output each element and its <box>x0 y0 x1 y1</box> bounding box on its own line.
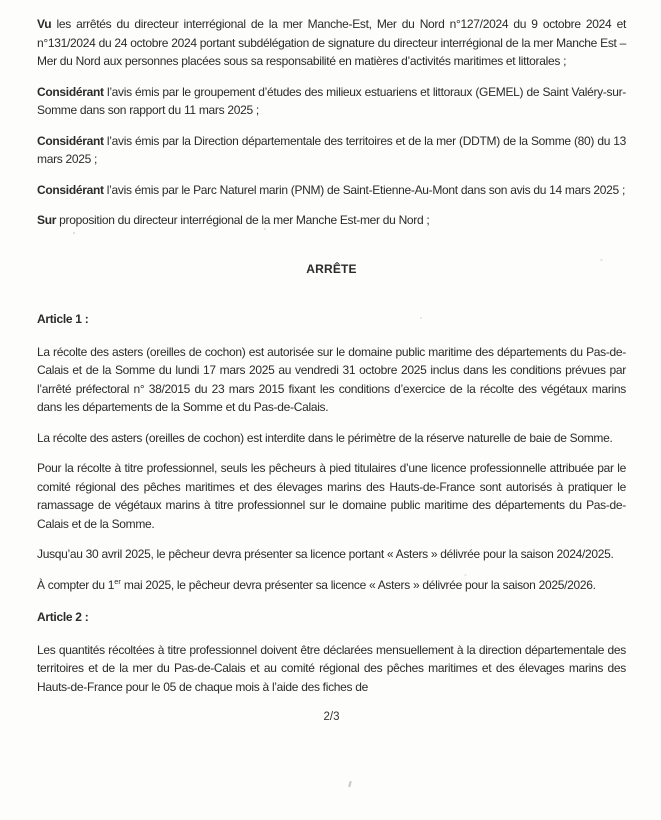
scan-mark <box>348 781 351 787</box>
preamble-paragraph-considerant-3 <box>37 181 626 200</box>
preamble-paragraph-considerant-2 <box>37 132 626 169</box>
paragraph-text: mai 2025, le pêcheur devra présenter sa licence « Asters » délivrée pour la saison 2025/2026. <box>120 577 596 592</box>
paragraph-text: l’avis émis par le Parc Naturel marin (PNM) de Saint-Etienne-Au-Mont dans son avis du 14 mars 2025 ; <box>106 182 625 197</box>
paragraph-text: l’avis émis par le groupement d’études des milieux estuariens et littoraux (GEMEL) de Saint Valéry-sur-Somme dans son rapport du 11 mars 2025 ; <box>37 84 626 117</box>
article-1-paragraph-1: La récolte des asters (oreilles de cochon) est autorisée sur le domaine public maritime des départements du Pas-de-Calais et de la Somme du lundi 17 mars 2025 au vendredi 31 octobre 2025 inclus dans les conditions prévues par l’arrêté préfectoral n° 38/2015 du 23 mars 2015 fixant les conditions d’exercice de la récolte des végétaux marins dans les départements de la Somme et du Pas-de-Calais. <box>37 344 626 414</box>
lead-word: Considérant <box>37 133 104 148</box>
lead-word: Considérant <box>37 84 104 99</box>
article-2-paragraph-1: Les quantités récoltées à titre professionnel doivent être déclarées mensuellement à la direction départementale des territoires et de la mer du Pas-de-Calais et au comité régional des pêches maritimes et des élevages marins des Hauts-de-France pour le 05 de chaque mois à l’aide des fiches de <box>37 642 626 694</box>
page-number: 2/3 <box>323 711 340 723</box>
article-2-title: Article 2 : <box>37 610 89 624</box>
paragraph-text: les arrêtés du directeur interrégional de la mer Manche-Est, Mer du Nord n°127/2024 du 9 octobre 2024 et n°131/2024 du 24 octobre 2024 portant subdélégation de signature du directeur interrégional de la mer Manche Est – Mer du Nord aux personnes placées sous sa responsabilité en matières d’activités maritimes et littorales ; <box>37 17 626 68</box>
paragraph-text: l’avis émis par la Direction départementale des territoires et de la mer (DDTM) de la Somme (80) du 13 mars 2025 ; <box>37 133 626 166</box>
lead-word: Vu <box>37 17 52 31</box>
article-1-paragraph-3: Pour la récolte à titre professionnel, seuls les pêcheurs à pied titulaires d’une licence professionnelle attribuée par le comité régional des pêches maritimes et des élevages marins des Hauts-de-France sont autorisés à pratiquer le ramassage de végétaux marins à titre professionnel sur le domaine public maritime des départements du Pas-de-Calais et de la Somme. <box>37 461 626 531</box>
ordinal-superscript: er <box>114 576 121 586</box>
decree-heading: ARRÊTE <box>306 261 357 276</box>
article-1-paragraph-5 <box>37 576 626 595</box>
preamble-paragraph-vu <box>37 15 626 71</box>
lead-word: Considérant <box>37 182 104 197</box>
paragraph-text: proposition du directeur interrégional de la mer Manche Est-mer du Nord ; <box>59 213 430 227</box>
article-1-title: Article 1 : <box>37 312 89 326</box>
preamble-paragraph-considerant-1 <box>37 83 626 120</box>
document-content <box>37 15 626 727</box>
article-1-paragraph-2: La récolte des asters (oreilles de cochon) est interdite dans le périmètre de la réserve naturelle de baie de Somme. <box>37 430 613 445</box>
article-1-paragraph-4: Jusqu’au 30 avril 2025, le pêcheur devra présenter sa licence portant « Asters » délivrée pour la saison 2024/2025. <box>37 547 614 561</box>
preamble-paragraph-sur <box>37 211 626 230</box>
lead-word: Sur <box>37 213 57 227</box>
paragraph-text: À compter du 1 <box>37 577 115 592</box>
